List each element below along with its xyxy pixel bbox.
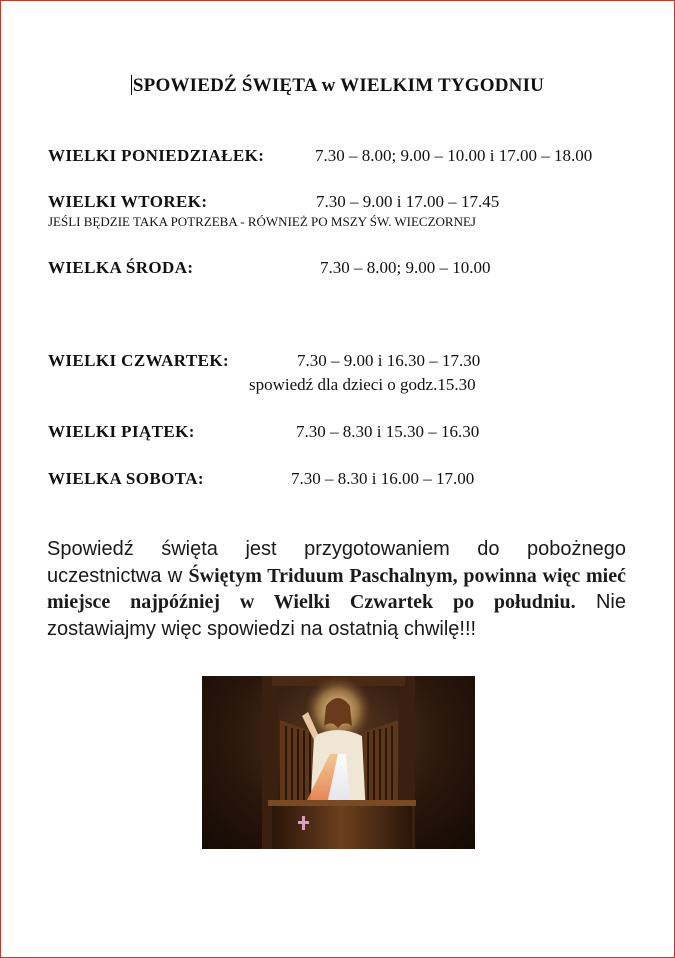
day-wednesday-hours: 7.30 – 8.00; 9.00 – 10.00 xyxy=(320,258,491,277)
day-saturday-label: WIELKA SOBOTA: xyxy=(48,469,204,488)
divine-mercy-image xyxy=(202,676,475,849)
day-thursday-label: WIELKI CZWARTEK: xyxy=(48,351,230,370)
day-friday-hours: 7.30 – 8.30 i 15.30 – 16.30 xyxy=(296,422,480,441)
text-cursor xyxy=(131,75,132,95)
day-wednesday-label: WIELKA ŚRODA: xyxy=(48,258,194,277)
day-saturday-hours: 7.30 – 8.30 i 16.00 – 17.00 xyxy=(291,469,475,488)
day-monday-label: WIELKI PONIEDZIAŁEK: xyxy=(48,146,265,165)
day-monday-hours: 7.30 – 8.00; 9.00 – 10.00 i 17.00 – 18.00 xyxy=(315,146,593,165)
info-paragraph: Spowiedź święta jest przygotowaniem do pobożnego uczestnictwa w Świętym Triduum Paschalnym, powinna więc mieć miejsce najpóźniej w Wielki Czwartek po południu. Nie zostawiajmy więc spowiedzi na ostatnią chwilę!!! xyxy=(47,538,626,640)
day-tuesday-hours: 7.30 – 9.00 i 17.00 – 17.45 xyxy=(316,192,500,211)
day-tuesday-label: WIELKI WTOREK: xyxy=(48,192,208,211)
day-friday-label: WIELKI PIĄTEK: xyxy=(48,422,195,441)
thursday-note: spowiedź dla dzieci o godz.15.30 xyxy=(249,375,476,394)
day-thursday-hours: 7.30 – 9.00 i 16.30 – 17.30 xyxy=(297,351,481,370)
page-title: SPOWIEDŹ ŚWIĘTA w WIELKIM TYGODNIU xyxy=(132,75,545,96)
tuesday-note: JEŚLI BĘDZIE TAKA POTRZEBA - RÓWNIEŻ PO MSZY ŚW. WIECZORNEJ xyxy=(48,214,476,229)
